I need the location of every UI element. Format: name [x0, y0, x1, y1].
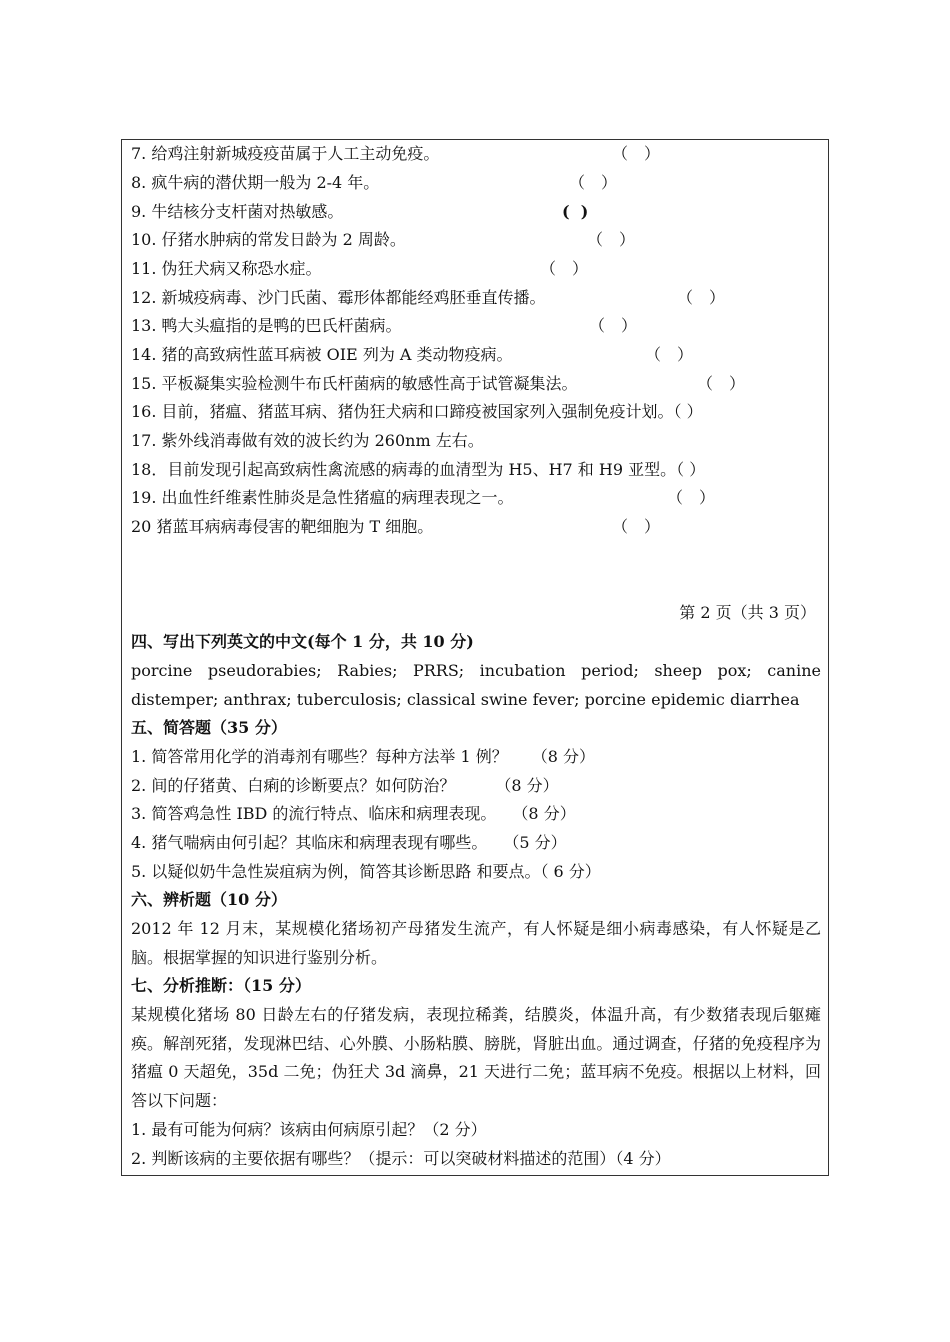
- section-6-body: 2012 年 12 月末，某规模化猪场初产母猪发生流产，有人怀疑是细小病毒感染，有人怀疑是乙脑。根据掌握的知识进行鉴别分析。: [131, 919, 821, 967]
- answer-paren-12: （ ）: [677, 288, 726, 307]
- judgment-item-18: 18．目前发现引起高致病性禽流感的病毒的血清型为 H5、H7 和 H9 亚型。（ ）: [131, 460, 706, 479]
- section-4-body: porcine pseudorabies; Rabies; PRRS; incubation period; sheep pox; canine distemper; anthrax; tuberculosis; classical swine fever; porcine epidemic diarrhea: [131, 661, 821, 709]
- judgment-item-16: 16. 目前，猪瘟、猪蓝耳病、猪伪狂犬病和口蹄疫被国家列入强制免疫计划。（ ）: [131, 402, 703, 421]
- judgment-item-7: 7. 给鸡注射新城疫疫苗属于人工主动免疫。: [131, 144, 440, 163]
- answer-paren-15: （ ）: [697, 374, 746, 393]
- short-answer-item-5: 5. 以疑似奶牛急性炭疽病为例，简答其诊断思路 和要点。（ 6 分）: [131, 862, 601, 881]
- judgment-item-12: 12. 新城疫病毒、沙门氏菌、霉形体都能经鸡胚垂直传播。: [131, 288, 546, 307]
- judgment-item-20: 20 猪蓝耳病病毒侵害的靶细胞为 T 细胞。: [131, 517, 434, 536]
- exam-page-frame: [121, 139, 829, 1176]
- section-5-heading: 五、简答题（35 分）: [131, 718, 287, 737]
- answer-paren-20: （ ）: [612, 517, 661, 536]
- short-answer-item-2: 2. 间的仔猪黄、白痢的诊断要点？如何防治？ （8 分）: [131, 776, 559, 795]
- judgment-item-11: 11. 伪狂犬病又称恐水症。: [131, 259, 322, 278]
- analysis-question-2: 2. 判断该病的主要依据有哪些？（提示：可以突破材料描述的范围）（4 分）: [131, 1149, 671, 1168]
- short-answer-item-3: 3. 简答鸡急性 IBD 的流行特点、临床和病理表现。 （8 分）: [131, 804, 576, 823]
- short-answer-item-1: 1. 简答常用化学的消毒剂有哪些？每种方法举 1 例？ （8 分）: [131, 747, 595, 766]
- answer-paren-8: （ ）: [569, 173, 618, 192]
- judgment-item-14: 14. 猪的高致病性蓝耳病被 OIE 列为 A 类动物疫病。: [131, 345, 513, 364]
- answer-paren-14: （ ）: [645, 345, 694, 364]
- answer-paren-13: （ ）: [589, 316, 638, 335]
- judgment-item-10: 10. 仔猪水肿病的常发日龄为 2 周龄。: [131, 230, 406, 249]
- analysis-question-1: 1. 最有可能为何病？该病由何病原引起？（2 分）: [131, 1120, 487, 1139]
- answer-paren-19: （ ）: [667, 488, 716, 507]
- answer-paren-10: （ ）: [587, 230, 636, 249]
- judgment-item-13: 13. 鸭大头瘟指的是鸭的巴氏杆菌病。: [131, 316, 402, 335]
- section-7-body: 某规模化猪场 80 日龄左右的仔猪发病，表现拉稀粪，结膜炎，体温升高，有少数猪表现后躯瘫痪。解剖死猪，发现淋巴结、心外膜、小肠粘膜、膀胱，肾脏出血。通过调查，仔猪的免疫程序为猪瘟 0 天超免，35d 二免；伪狂犬 3d 滴鼻，21 天进行二免；蓝耳病不免疫。根据以上材料，回答以下问题：: [131, 1005, 821, 1110]
- judgment-item-9: 9. 牛结核分支杆菌对热敏感。: [131, 202, 344, 221]
- judgment-item-8: 8. 疯牛病的潜伏期一般为 2-4 年。: [131, 173, 380, 192]
- short-answer-item-4: 4. 猪气喘病由何引起？其临床和病理表现有哪些。 （5 分）: [131, 833, 567, 852]
- section-6-heading: 六、辨析题（10 分）: [131, 890, 287, 909]
- answer-paren-7: （ ）: [612, 144, 661, 163]
- section-4-heading: 四、写出下列英文的中文(每个 1 分，共 10 分): [131, 632, 474, 651]
- page-number: 第 2 页（共 3 页）: [679, 603, 816, 622]
- answer-paren-9: ( ): [562, 202, 589, 221]
- judgment-item-15: 15. 平板凝集实验检测牛布氏杆菌病的敏感性高于试管凝集法。: [131, 374, 578, 393]
- section-7-heading: 七、分析推断：（15 分）: [131, 976, 311, 995]
- judgment-item-17: 17. 紫外线消毒做有效的波长约为 260nm 左右。: [131, 431, 484, 450]
- judgment-item-19: 19. 出血性纤维素性肺炎是急性猪瘟的病理表现之一。: [131, 488, 514, 507]
- answer-paren-11: （ ）: [540, 259, 589, 278]
